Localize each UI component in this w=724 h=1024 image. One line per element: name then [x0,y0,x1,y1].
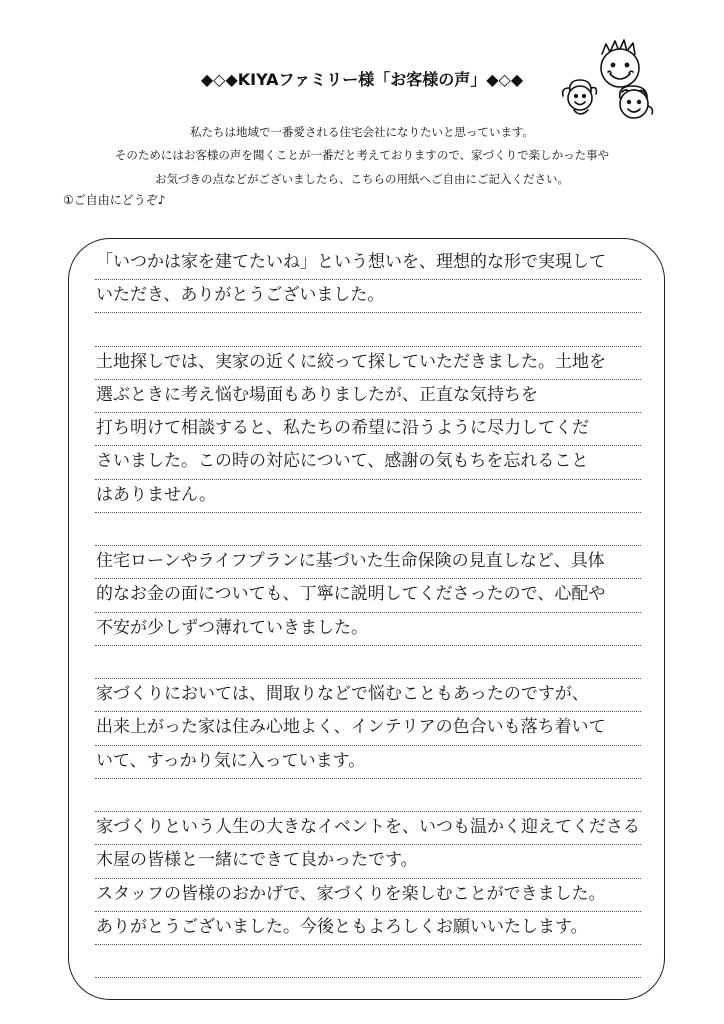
ruled-line [95,878,641,879]
ruled-line [95,944,641,945]
family-faces-icon [558,36,670,128]
answer-line: 木屋の皆様と一緒にできて良かったです。 [96,850,418,870]
answer-line: 「いつかは家を建てたいね」という想いを、理想的な形で実現して [96,252,606,272]
answer-line: 土地探しでは、実家の近くに絞って探していただきました。土地を [96,352,606,372]
ruled-line [95,445,641,446]
answer-line: 家づくりという人生の大きなイベントを、いつも温かく迎えてくださる [96,817,640,837]
section-label: ①ご自由にどうぞ♪ [63,193,166,207]
ruled-line [95,545,641,546]
ruled-line [95,645,641,646]
ruled-line [95,711,641,712]
answer-line: 打ち明けて相談すると、私たちの希望に沿うように尽力してくだ [96,418,589,438]
ruled-line [95,346,641,347]
ruled-line [95,678,641,679]
answer-line: はありません。 [96,485,217,505]
ruled-line [95,578,641,579]
answer-line: いただき、ありがとうございました。 [96,285,385,305]
answer-line: 選ぶときに考え悩む場面もありましたが、正直な気持ちを [96,385,538,405]
answer-line: 家づくりにおいては、間取りなどで悩むこともあったのですが、 [96,684,589,704]
intro-line: お気づきの点などがございましたら、こちらの用紙へご自由にご記入ください。 [155,172,569,186]
answer-line: 不安が少しずつ薄れていきました。 [96,618,368,638]
ruled-line [95,312,641,313]
intro-line: そのためにはお客様の声を聞くことが一番だと考えておりますので、家づくりで楽しかった事や [114,148,610,162]
ruled-line [95,911,641,912]
ruled-line [95,977,641,978]
ruled-line [95,412,641,413]
answer-line: さいました。この時の対応について、感謝の気もちを忘れること [96,451,589,471]
ruled-line [95,279,641,280]
answer-line: スタッフの皆様のおかげで、家づくりを楽しむことができました。 [96,884,606,904]
answer-line: 住宅ローンやライフプランに基づいた生命保険の見直しなど、具体 [96,551,605,571]
ruled-line [95,612,641,613]
answer-line: ありがとうございました。今後ともよろしくお願いいたします。 [96,917,588,937]
intro-line: 私たちは地域で一番愛される住宅会社になりたいと思っています。 [189,125,535,139]
ruled-line [95,811,641,812]
answer-line: 的なお金の面についても、丁寧に説明してくださったので、心配や [96,584,606,604]
ruled-line [95,479,641,480]
answer-line: 出来上がった家は住み心地よく、インテリアの色合いも落ち着いて [96,717,606,737]
page-title: ◆◇◆KIYAファミリー様「お客様の声」◆◇◆ [200,70,524,89]
ruled-line [95,745,641,746]
ruled-line [95,844,641,845]
ruled-line [95,778,641,779]
answer-line: いて、すっかり気に入っています。 [96,751,366,771]
ruled-line [95,512,641,513]
ruled-line [95,379,641,380]
